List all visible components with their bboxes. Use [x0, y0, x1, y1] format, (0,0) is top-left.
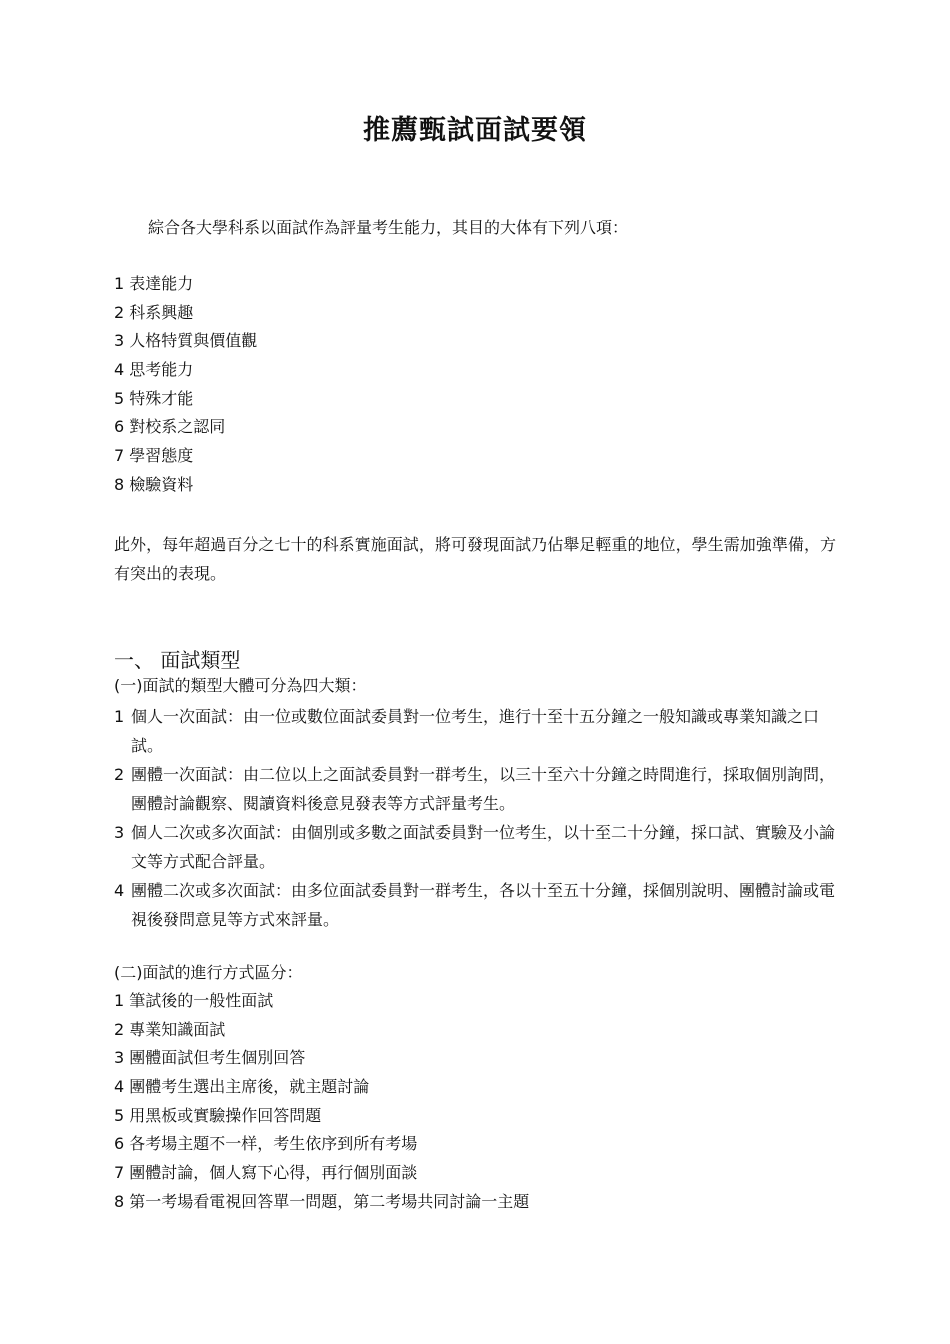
item-number: 4: [114, 881, 125, 900]
item-number: 1: [114, 707, 125, 726]
item-text: 個人一次面試：由一位或數位面試委員對一位考生，進行十至十五分鐘之一般知識或專業知識之口試。: [131, 707, 820, 755]
item-number: 3: [114, 823, 125, 842]
item-text: 團體二次或多次面試：由多位面試委員對一群考生，各以十至五十分鐘，採個別說明、團體討論或電視後發問意見等方式來評量。: [131, 881, 836, 929]
list-item: 5 特殊才能: [114, 388, 194, 408]
list-item: [114, 760, 836, 818]
item-number: 2: [114, 765, 125, 784]
list-item: 3 人格特質與價值觀: [114, 331, 258, 351]
list-item: 7 學習態度: [114, 446, 194, 466]
list-item: 5 用黑板或實驗操作回答問題: [114, 1105, 322, 1125]
list-item: 4 團體考生選出主席後，就主題討論: [114, 1077, 370, 1097]
list-item: 6 對校系之認同: [114, 417, 226, 437]
interview-types-list: [114, 702, 836, 934]
list-item: [114, 702, 836, 760]
list-item: 7 團體討論，個人寫下心得，再行個別面談: [114, 1163, 418, 1183]
list-item: 3 團體面試但考生個別回答: [114, 1048, 306, 1068]
purpose-list: [114, 270, 257, 500]
list-item: 8 第一考場看電視回答單一問題，第二考場共同討論一主題: [114, 1191, 530, 1211]
list-item: 1 筆試後的一般性面試: [114, 991, 274, 1010]
list-item: 2 專業知識面試: [114, 1019, 226, 1039]
intro-text: 綜合各大學科系以面試作為評量考生能力，其目的大体有下列八項：: [148, 218, 629, 237]
list-item: [114, 876, 836, 934]
list-item: 4 思考能力: [114, 360, 194, 380]
list-item: 1 表達能力: [114, 274, 194, 293]
list-item: [114, 818, 836, 876]
subheading-methods: (二)面試的進行方式區分：: [114, 963, 303, 982]
note-paragraph: 此外，每年超過百分之七十的科系實施面試，將可發現面試乃佔舉足輕重的地位，學生需加強準備，方有突出的表現。: [114, 535, 836, 583]
subheading-types: (一)面試的類型大體可分為四大類：: [114, 676, 367, 695]
item-text: 團體一次面試：由二位以上之面試委員對一群考生，以三十至六十分鐘之時間進行，採取個別詢問，團體討論觀察、閱讀資料後意見發表等方式評量考生。: [131, 765, 836, 813]
page-title: 推薦甄試面試要領: [363, 115, 587, 146]
list-item: 2 科系興趣: [114, 302, 194, 322]
interview-methods-list: [114, 987, 529, 1217]
list-item: 6 各考場主題不一样，考生依序到所有考場: [114, 1134, 418, 1154]
section-heading: 一、 面試類型: [114, 648, 241, 672]
list-item: 8 檢驗資料: [114, 474, 194, 494]
item-text: 個人二次或多次面試：由個別或多數之面試委員對一位考生，以十至二十分鐘，採口試、實驗及小論文等方式配合評量。: [131, 823, 836, 871]
